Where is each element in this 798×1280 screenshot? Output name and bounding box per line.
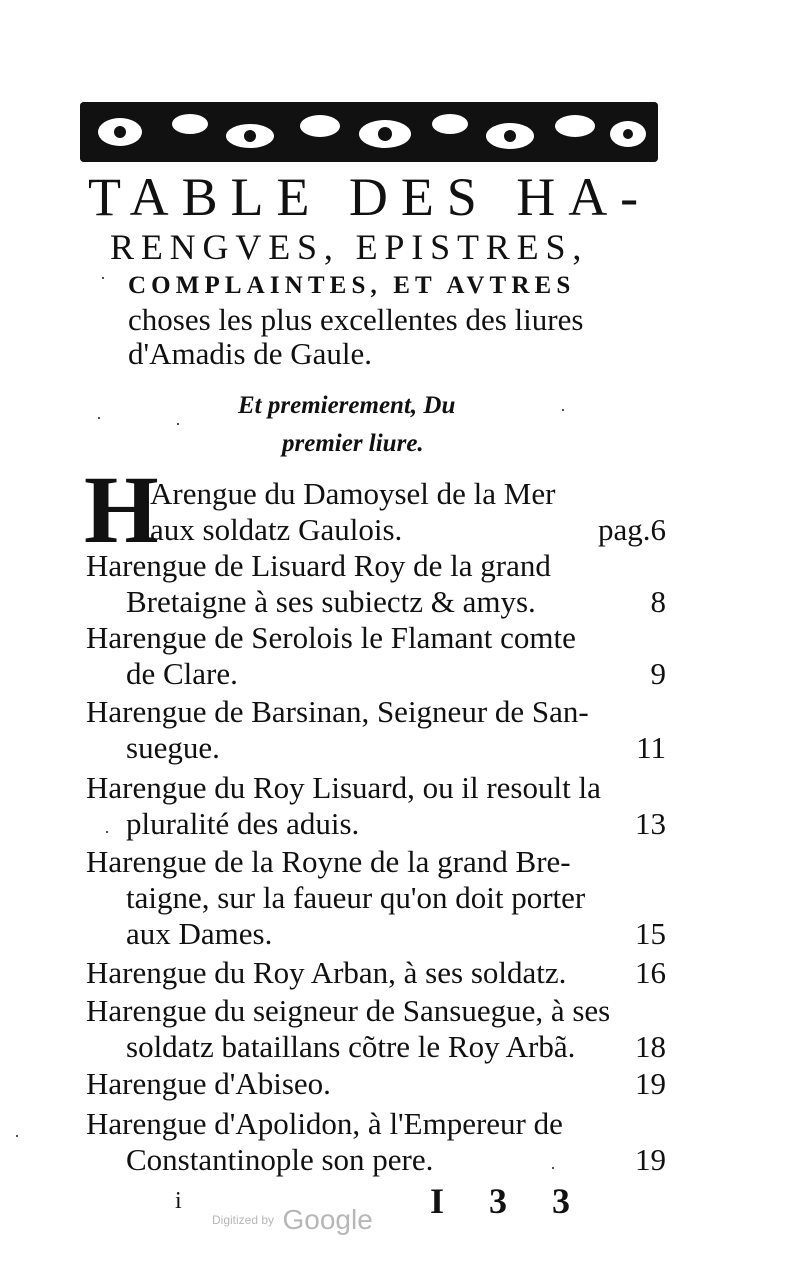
watermark-prefix: Digitized by: [212, 1213, 275, 1227]
title-line-2: RENGVES, EPISTRES,: [110, 227, 589, 267]
scan-speck-icon: ·: [96, 408, 102, 428]
subheading-line-2: premier liure.: [282, 430, 424, 457]
scan-speck-icon: ·: [104, 822, 110, 842]
toc-entry: [86, 844, 666, 952]
headpiece-ornament-icon: [80, 102, 658, 162]
page-number: 19: [635, 1066, 666, 1101]
toc-entry: [86, 548, 666, 620]
scan-speck-icon: ·: [560, 400, 566, 420]
page-number: 13: [635, 806, 666, 841]
entry-line: aux Dames.: [126, 916, 273, 951]
signature-mark-left: i: [175, 1188, 182, 1214]
title-line-1: TABLE DES HA-: [88, 167, 652, 227]
digitized-watermark: [212, 1204, 373, 1236]
entry-line: Constantinople son pere.: [126, 1142, 434, 1177]
toc-entry: [86, 955, 666, 991]
title-line-4: choses les plus excellentes des liures: [128, 302, 584, 337]
entry-line: Harengue du Roy Arban, à ses soldatz.: [86, 955, 567, 990]
watermark-brand: Google: [282, 1204, 373, 1235]
entry-line: Arengue du Damoysel de la Mer: [150, 476, 556, 511]
page-number: 15: [635, 916, 666, 951]
page-number: pag.6: [597, 512, 666, 547]
page-number: 11: [636, 730, 666, 765]
page-number: 18: [635, 1029, 666, 1064]
page-number: 8: [650, 584, 666, 619]
scan-speck-icon: ·: [100, 268, 106, 288]
page-number: 16: [635, 955, 666, 990]
signature-mark: I 3 3: [430, 1181, 589, 1221]
scan-speck-icon: ·: [550, 1158, 556, 1178]
entry-line: Harengue d'Apolidon, à l'Empereur de: [86, 1106, 563, 1141]
subheading-line-1: Et premierement, Du: [238, 392, 456, 419]
toc-entry: [86, 770, 666, 842]
drop-cap: H: [84, 456, 159, 563]
entry-line: Harengue de Serolois le Flamant comte: [86, 620, 576, 655]
entry-line: Harengue de Lisuard Roy de la grand: [86, 548, 551, 583]
entry-line: aux soldatz Gaulois.: [150, 512, 403, 547]
toc-entry: [86, 1106, 666, 1178]
entry-line: Bretaigne à ses subiectz & amys.: [126, 584, 536, 619]
toc-entry: [86, 694, 666, 766]
entry-line: Harengue de la Royne de la grand Bre-: [86, 844, 571, 879]
toc-entry: [150, 476, 666, 548]
entry-line: suegue.: [126, 730, 220, 765]
entry-line: pluralité des aduis.: [126, 806, 360, 841]
entry-line: Harengue du seigneur de Sansuegue, à ses: [86, 993, 611, 1028]
entry-line: soldatz bataillans cõtre le Roy Arbã.: [126, 1029, 576, 1064]
toc-entry: [86, 1066, 666, 1102]
entry-line: Harengue d'Abiseo.: [86, 1066, 331, 1101]
toc-entry: [86, 620, 666, 692]
entry-line: taigne, sur la faueur qu'on doit porter: [126, 880, 586, 915]
entry-line: Harengue du Roy Lisuard, ou il resoult la: [86, 770, 601, 805]
title-line-5: d'Amadis de Gaule.: [128, 336, 373, 371]
scan-speck-icon: ·: [175, 414, 181, 434]
page-number: 9: [650, 656, 666, 691]
title-line-3: COMPLAINTES, ET AVTRES: [128, 272, 576, 299]
toc-entry: [86, 993, 666, 1065]
entry-line: Harengue de Barsinan, Seigneur de San-: [86, 694, 589, 729]
entry-line: de Clare.: [126, 656, 238, 691]
page-number: 19: [635, 1142, 666, 1177]
scan-speck-icon: ·: [14, 1126, 20, 1146]
